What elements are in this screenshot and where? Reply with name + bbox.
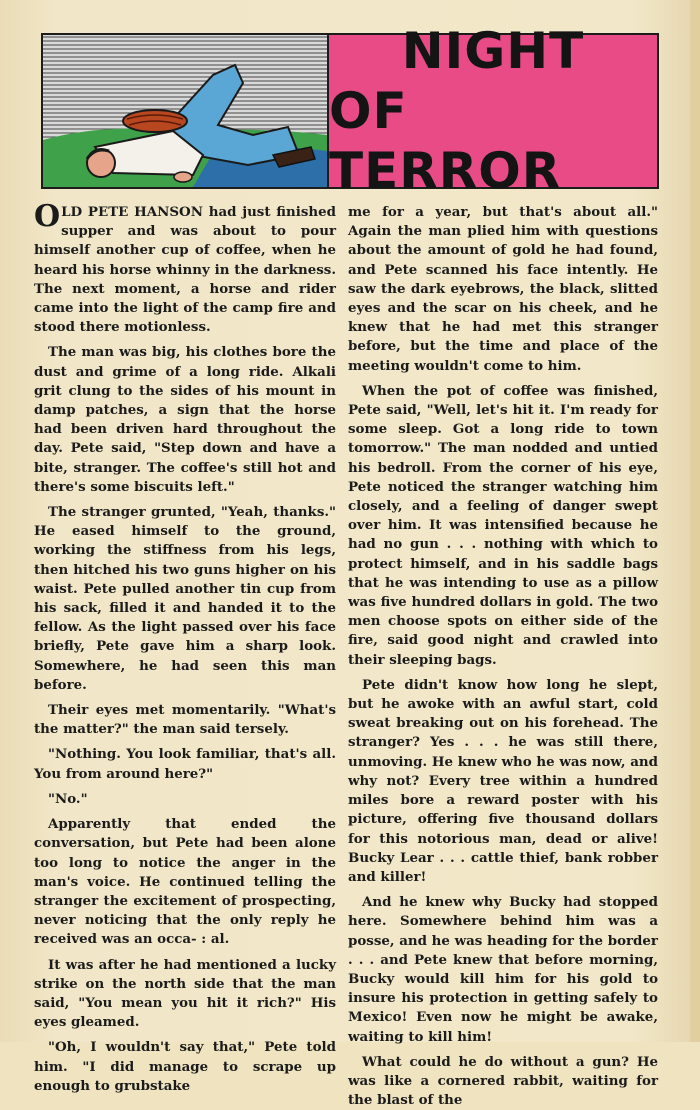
illustration-svg: [43, 35, 327, 187]
paragraph: "No.": [48, 790, 88, 807]
text-column-left: [34, 199, 336, 1096]
paragraph: The stranger grunted, "Yeah, thanks." He eased himself to the ground, working the stiffness from his legs, then hitched his two guns higher on his waist. Pete pulled another tin cup from his sack, filled it and handed it to the fellow. As the light passed over his face briefly, Pete gave him a sharp look. Somewhere, he had seen this man before.: [34, 504, 336, 693]
paragraph: me for a year, but that's about all." Again the man plied him with questions about the amount of gold he had found, and Pete scanned his face intently. He saw the dark eyebrows, the black, slitted eyes and the scar on his cheek, and he knew that he had met this stranger before, but the time and place of the meeting wouldn't come to him.: [348, 204, 658, 374]
paragraph: The man was big, his clothes bore the dust and grime of a long ride. Alkali grit clung to the sides of his mount in damp patches, a sign that the horse had been driven hard throughout the day. Pete said, "Step down and have a bite, stranger. The coffee's still hot and there's some biscuits left.": [34, 344, 336, 495]
paragraph: What could he do without a gun? He was like a cornered rabbit, waiting for the blast of the: [348, 1053, 658, 1109]
text-column-right: [348, 203, 658, 1110]
paragraph: When the pot of coffee was finished, Pete said, "Well, let's hit it. I'm ready for some sleep. Got a long ride to town tomorrow." The man nodded and untied his bedroll. From the corner of his eye, Pete noticed the stranger watching him closely, and a feeling of danger swept over him. It was intensified because he had no gun . . . nothing with which to protect himself, and in his saddle bags that he was intending to use as a pillow was five hundred dollars in gold. The two men choose spots on either side of the fire, said good night and crawled into their sleeping bags.: [348, 382, 658, 668]
paragraph: "Nothing. You look familiar, that's all. You from around here?": [34, 746, 336, 782]
sleeping-man-illustration: [43, 35, 329, 187]
drop-cap: O: [34, 199, 61, 234]
paragraph: "Oh, I wouldn't say that," Pete told him. "I did manage to scrape up enough to grubstake: [34, 1039, 336, 1094]
title-panel: [329, 22, 657, 200]
story-header: [41, 22, 659, 200]
story-title-line-1: NIGHT: [401, 22, 585, 80]
page-edge: [690, 0, 700, 1042]
paragraph: Apparently that ended the conversation, but Pete had been alone too long to notice the anger in the man's voice. He continued telling the stranger the excitement of prospecting, never noticing that the only reply he received was an occa- : al.: [34, 816, 336, 948]
paragraph: It was after he had mentioned a lucky strike on the north side that the man said, "You mean you hit it rich?" His eyes gleamed.: [34, 956, 336, 1031]
paragraph: OLD PETE HANSON had just finished supper and was about to pour himself another cup of coffee, when he heard his horse whinny in the darkness. The next moment, a horse and rider came into the light of the camp fire and stood there motionless.: [34, 199, 336, 336]
story-title-line-2: OF TERROR: [329, 82, 562, 200]
paragraph: Their eyes met momentarily. "What's the matter?" the man said tersely.: [34, 702, 336, 738]
paragraph: Pete didn't know how long he slept, but he awoke with an awful start, cold sweat breaking out on his forehead. The stranger? Yes . . . he was still there, unmoving. He knew who he was now, and why not? Every tree within a hundred miles bore a reward poster with his picture, offering five thousand dollars for this notorious man, dead or alive! Bucky Lear . . . cattle thief, bank robber and killer!: [348, 676, 658, 885]
paragraph: And he knew why Bucky had stopped here. Somewhere behind him was a posse, and he was heading for the border . . . and Pete knew that before morning, Bucky would kill him for his gold to insure his protection in getting safely to Mexico! Even now he might be awake, waiting to kill him!: [348, 894, 658, 1045]
